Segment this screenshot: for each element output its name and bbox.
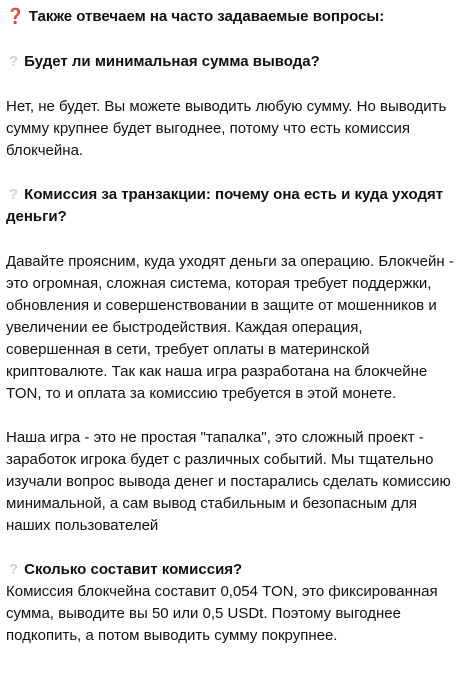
faq-question-3-text: Сколько составит комиссия? [24, 561, 243, 578]
faq-title [6, 6, 454, 28]
faq-question-1-text: Будет ли минимальная сумма вывода? [24, 53, 320, 70]
faq-question-1 [6, 51, 454, 73]
faq-answer-2-paragraph-2: Наша игра - это не простая "тапалка", это сложный проект - заработок игрока будет с различных событий. Мы тщательно изучали вопрос вывода денег и постарались сделать комиссию минимальной, а сам вывод стабильным и безопасным для наших пользователей [6, 429, 451, 534]
faq-title-text: Также отвечаем на часто задаваемые вопросы: [28, 8, 385, 25]
question-mark-icon: ? [9, 561, 19, 578]
question-mark-icon: ? [9, 53, 19, 70]
faq-question-2-text: Комиссия за транзакции: почему она есть и куда уходят деньги? [6, 186, 444, 225]
question-mark-icon: ? [9, 186, 19, 203]
faq-answer-3: Комиссия блокчейна составит 0,054 TON, это фиксированная сумма, выводите вы 50 или 0,5 USDt. Поэтому выгоднее подкопить, а потом выводить сумму покрупнее. [6, 583, 438, 644]
faq-answer-1: Нет, не будет. Вы можете выводить любую сумму. Но выводить сумму крупнее будет выгоднее, потому что есть комиссия блокчейна. [6, 98, 447, 159]
red-question-mark-icon: ❓ [6, 8, 25, 25]
faq-answer-2-paragraph-1: Давайте проясним, куда уходят деньги за операцию. Блокчейн - это огромная, сложная система, которая требует поддержки, обновления и совершенствовании в защите от мошенников и увеличении ее быстродействия. Каждая операция, совершенная в сети, требует оплаты в материнской криптовалюте. Так как наша игра разработана на блокчейне TON, то и оплата за комиссию требуется в этой монете. [6, 253, 454, 402]
faq-question-3 [6, 559, 454, 581]
faq-question-2 [6, 184, 454, 228]
